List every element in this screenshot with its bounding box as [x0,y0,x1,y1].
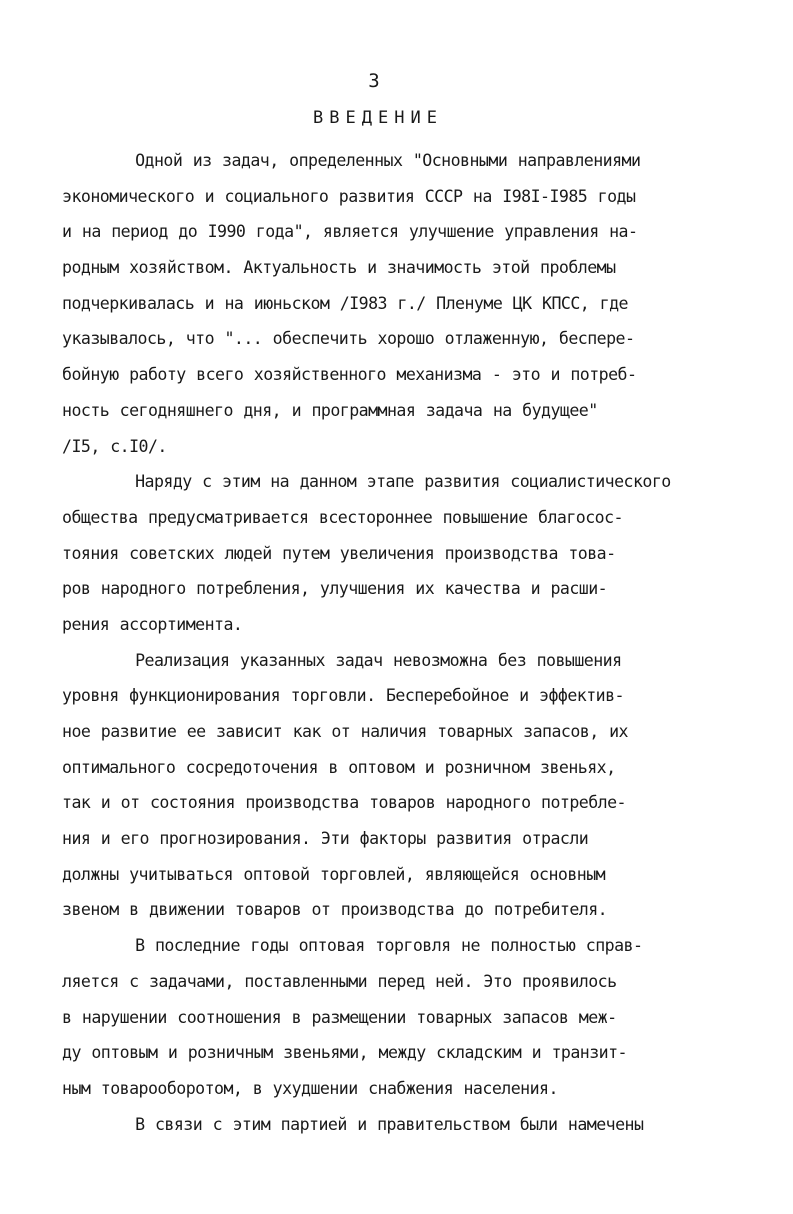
body-text [62,143,712,1142]
paragraph-1 [62,143,712,464]
text-line: ния и его прогнозирования. Эти факторы развития отрасли [62,829,589,849]
text-line: ляется с задачами, поставленными перед ней. Это проявилось [62,971,617,991]
paragraph-5 [62,1107,712,1143]
text-line: Одной из задач, определенных "Основными направлениями [62,151,641,170]
page-number: 3 [368,70,380,92]
paragraph-4 [62,928,712,1106]
text-line: ность сегодняшнего дня, и программная задача на будущее" [62,400,598,420]
text-line: звеном в движении товаров от производства до потребителя. [62,900,608,920]
text-line: тояния советских людей путем увеличения производства това- [62,543,616,563]
text-line: В последние годы оптовая торговля не полностью справ- [62,936,643,956]
text-line: В связи с этим партией и правительством были намечены [62,1114,644,1134]
page-heading: ВВЕДЕНИЕ [313,108,443,128]
text-line: в нарушении соотношения в размещении товарных запасов меж- [62,1007,617,1027]
text-line: подчеркивалась и на июньском /I983 г./ Пленуме ЦК КПСС, где [62,293,628,313]
text-line: Наряду с этим на данном этапе развития социалистического [62,472,671,492]
text-line: /I5, с.I0/. [62,436,167,456]
paragraph-3 [62,643,712,929]
text-line: оптимального сосредоточения в оптовом и розничном звеньях, [62,757,616,777]
text-line: экономического и социального развития СССР на I98I-I985 годы [62,186,636,206]
text-line: указывалось, что "... обеспечить хорошо отлаженную, беспере- [62,329,635,349]
text-line: должны учитываться оптовой торговлей, являющейся основным [62,864,606,884]
text-line: ное развитие ее зависит как от наличия товарных запасов, их [62,722,628,741]
text-line: уровня функционирования торговли. Бесперебойное и эффектив- [62,686,624,706]
text-line: общества предусматривается всестороннее повышение благосос- [62,507,623,527]
text-line: бойную работу всего хозяйственного механизма - это и потреб- [62,365,637,385]
text-line: родным хозяйством. Актуальность и значимость этой проблемы [62,258,616,278]
text-line: рения ассортимента. [62,614,243,634]
text-line: и на период до I990 года", является улучшение управления на- [62,222,638,242]
text-line: Реализация указанных задач невозможна без повышения [62,650,622,670]
paragraph-2 [62,464,712,642]
text-line: ным товарооборотом, в ухудшении снабжения населения. [62,1078,558,1098]
text-line: ду оптовым и розничным звеньями, между складским и транзит- [62,1043,627,1063]
text-line: так и от состояния производства товаров народного потребле- [62,793,626,813]
text-line: ров народного потребления, улучшения их качества и расши- [62,579,608,599]
